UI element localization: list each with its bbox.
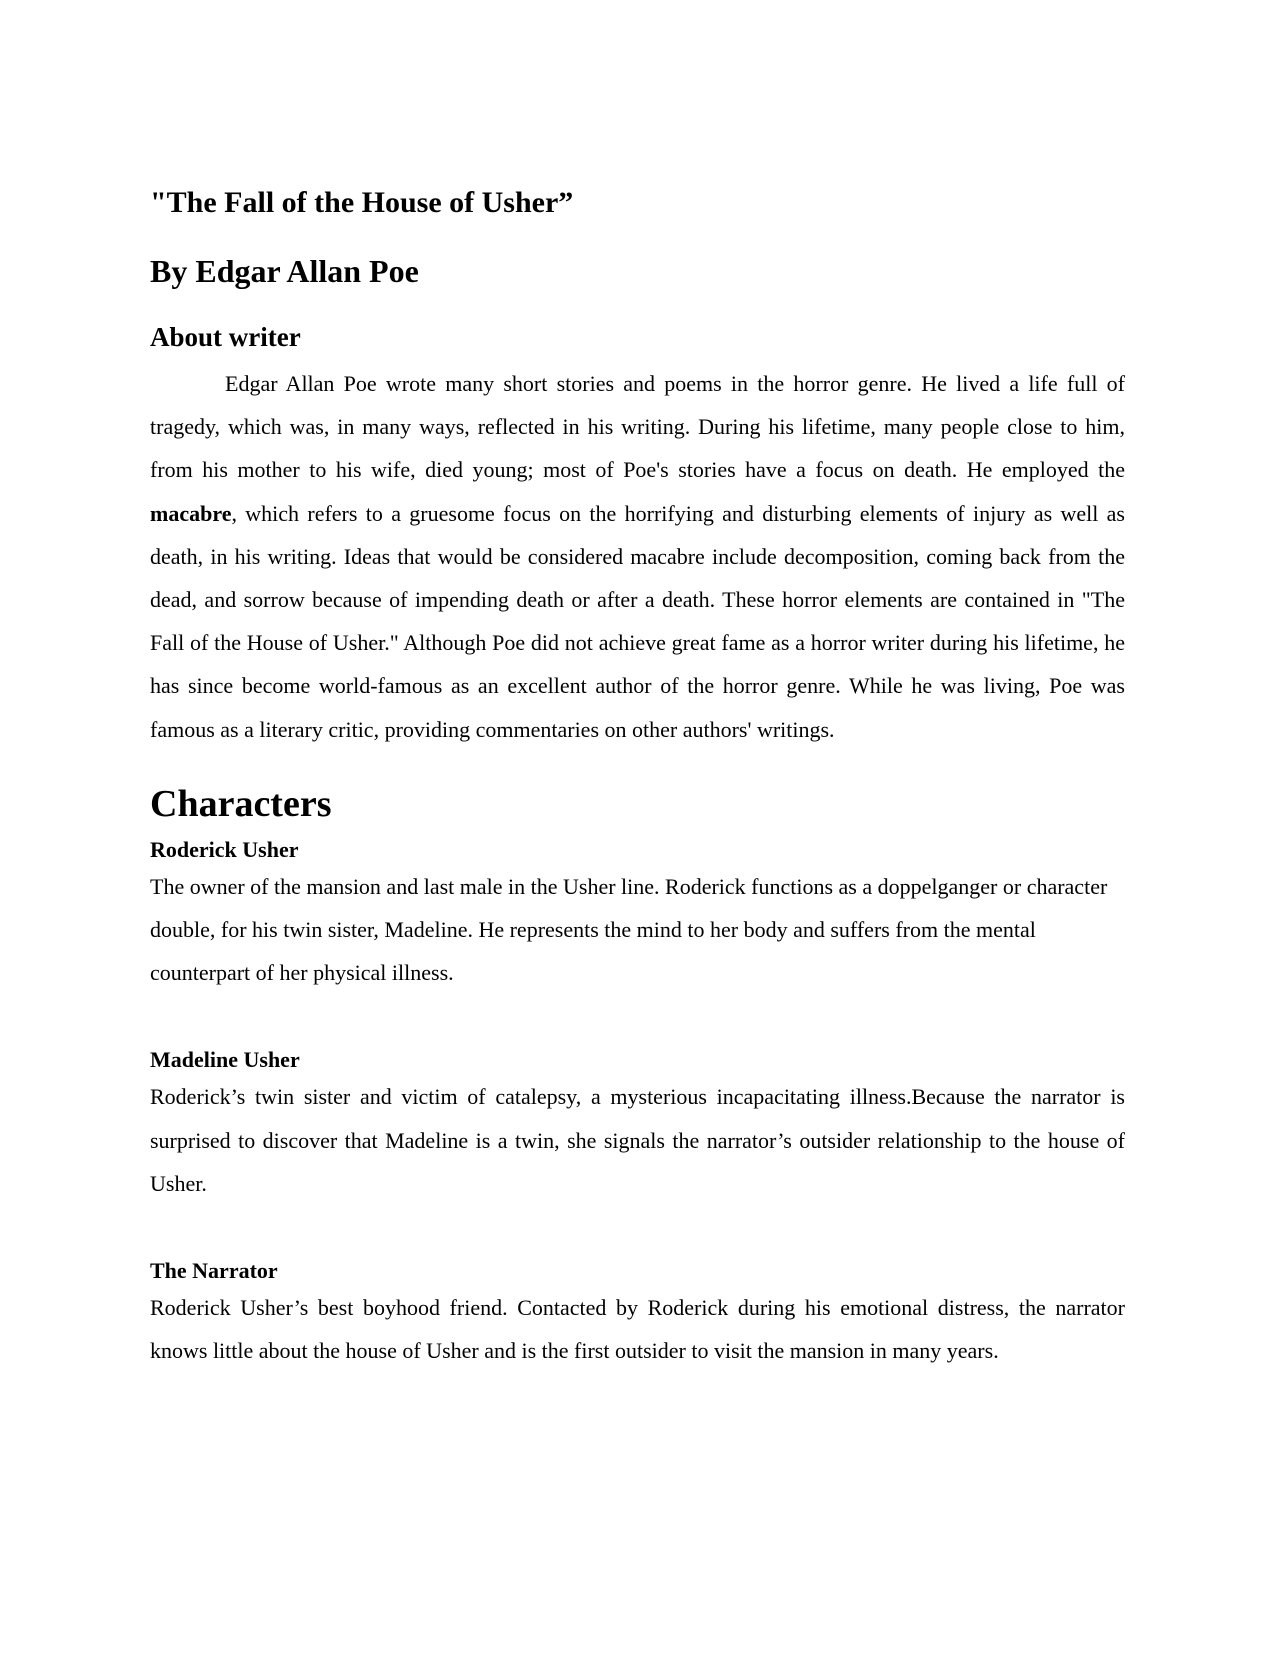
character-madeline-usher xyxy=(150,1045,1125,1205)
character-the-narrator xyxy=(150,1256,1125,1372)
character-description: The owner of the mansion and last male in the Usher line. Roderick functions as a doppelganger or character double, for his twin sister, Madeline. He represents the mind to her body and suffers from the mental counterpart of her physical illness. xyxy=(150,873,1108,986)
characters-heading: Characters xyxy=(150,782,332,825)
about-text-before: Edgar Allan Poe wrote many short stories and poems in the horror genre. He lived a life full of tragedy, which was, in many ways, reflected in his writing. During his lifetime, many people close to him, from his mother to his wife, died young; most of Poe's stories have a focus on death. He employed the xyxy=(150,371,1125,483)
about-writer-paragraph xyxy=(150,362,1125,751)
character-name: Madeline Usher xyxy=(150,1047,300,1073)
character-name: Roderick Usher xyxy=(150,836,299,862)
character-description: Roderick Usher’s best boyhood friend. Contacted by Roderick during his emotional distress, the narrator knows little about the house of Usher and is the first outsider to visit the mansion in many years. xyxy=(150,1295,1125,1364)
about-text-after: , which refers to a gruesome focus on the horrifying and disturbing elements of injury as well as death, in his writing. Ideas that would be considered macabre include decomposition, coming back from the dead, and sorrow because of impending death or after a death. These horror elements are contained in "The Fall of the House of Usher." Although Poe did not achieve great fame as a horror writer during his lifetime, he has since become world-famous as an excellent author of the horror genre. While he was living, Poe was famous as a literary critic, providing commentaries on other authors' writings. xyxy=(150,500,1125,742)
document-title: "The Fall of the House of Usher” xyxy=(150,186,574,219)
macabre-term: macabre xyxy=(150,500,232,526)
character-description: Roderick’s twin sister and victim of catalepsy, a mysterious incapacitating illness.Because the narrator is surprised to discover that Madeline is a twin, she signals the narrator’s outsider relationship to the house of Usher. xyxy=(150,1084,1125,1196)
author-byline: By Edgar Allan Poe xyxy=(150,253,419,289)
character-name: The Narrator xyxy=(150,1258,278,1284)
document-page xyxy=(150,170,1125,1372)
about-writer-heading: About writer xyxy=(150,322,301,352)
character-roderick-usher xyxy=(150,835,1125,995)
